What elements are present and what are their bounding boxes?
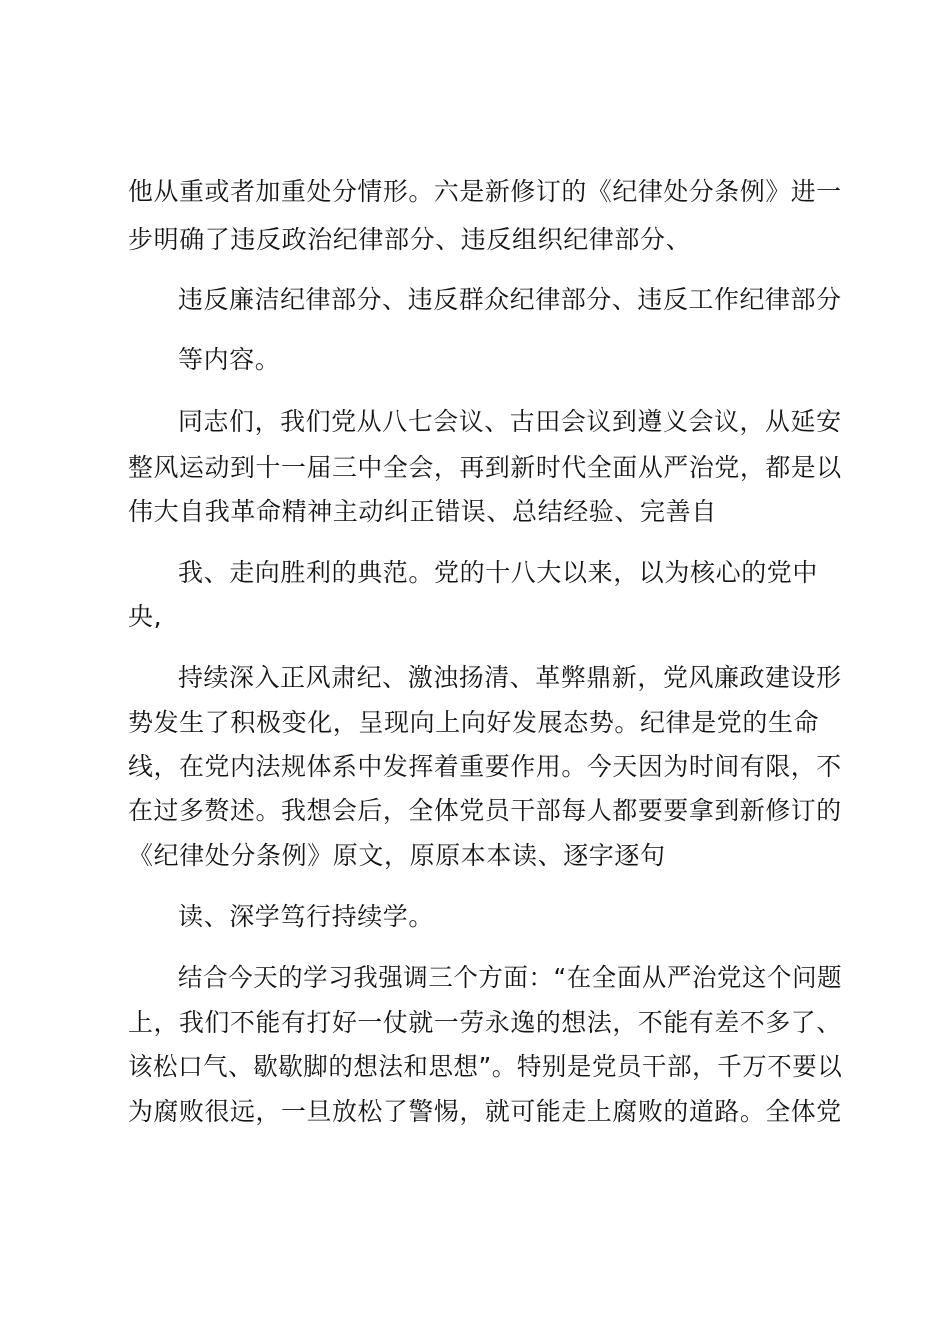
text-line-10: 持续深入正风肃纪、激浊扬清、革弊鼎新，党风廉政建设形: [178, 663, 842, 692]
text-line-4: 等内容。: [178, 345, 281, 374]
text-line-19: 为腐败很远，一旦放松了警惕，就可能走上腐败的道路。全体党: [128, 1097, 842, 1126]
text-line-9: 央,: [128, 602, 163, 631]
text-line-5: 同志们，我们党从八七会议、古田会议到遵义会议，从延安: [178, 407, 842, 436]
text-line-16: 结合今天的学习我强调三个方面：“在全面从严治党这个问题: [178, 963, 843, 992]
text-line-14: 《纪律处分条例》原文，原原本本读、逐字逐句: [128, 841, 666, 870]
text-line-6: 整风运动到十一届三中全会，再到新时代全面从严治党，都是以: [128, 453, 842, 482]
text-line-3: 违反廉洁纪律部分、违反群众纪律部分、违反工作纪律部分: [178, 285, 842, 314]
text-line-7: 伟大自我革命精神主动纠正错误、总结经验、完善自: [128, 497, 717, 526]
text-line-15: 读、深学笃行持续学。: [178, 902, 435, 931]
text-line-1: 他从重或者加重处分情形。六是新修订的《纪律处分条例》进一: [128, 177, 842, 206]
text-line-17: 上，我们不能有打好一仗就一劳永逸的想法，不能有差不多了、: [128, 1008, 842, 1037]
text-line-12: 线，在党内法规体系中发挥着重要作用。今天因为时间有限，不: [128, 752, 842, 781]
text-line-13: 在过多赘述。我想会后，全体党员干部每人都要要拿到新修订的: [128, 796, 842, 825]
text-line-8: 我、走向胜利的典范。党的十八大以来，以为核心的党中: [178, 558, 819, 587]
text-line-18: 该松口气、歇歇脚的想法和思想”。特别是党员干部，千万不要以: [128, 1052, 843, 1081]
text-line-11: 势发生了积极变化，呈现向上向好发展态势。纪律是党的生命: [128, 708, 820, 737]
text-line-2: 步明确了违反政治纪律部分、违反组织纪律部分、: [128, 225, 692, 254]
